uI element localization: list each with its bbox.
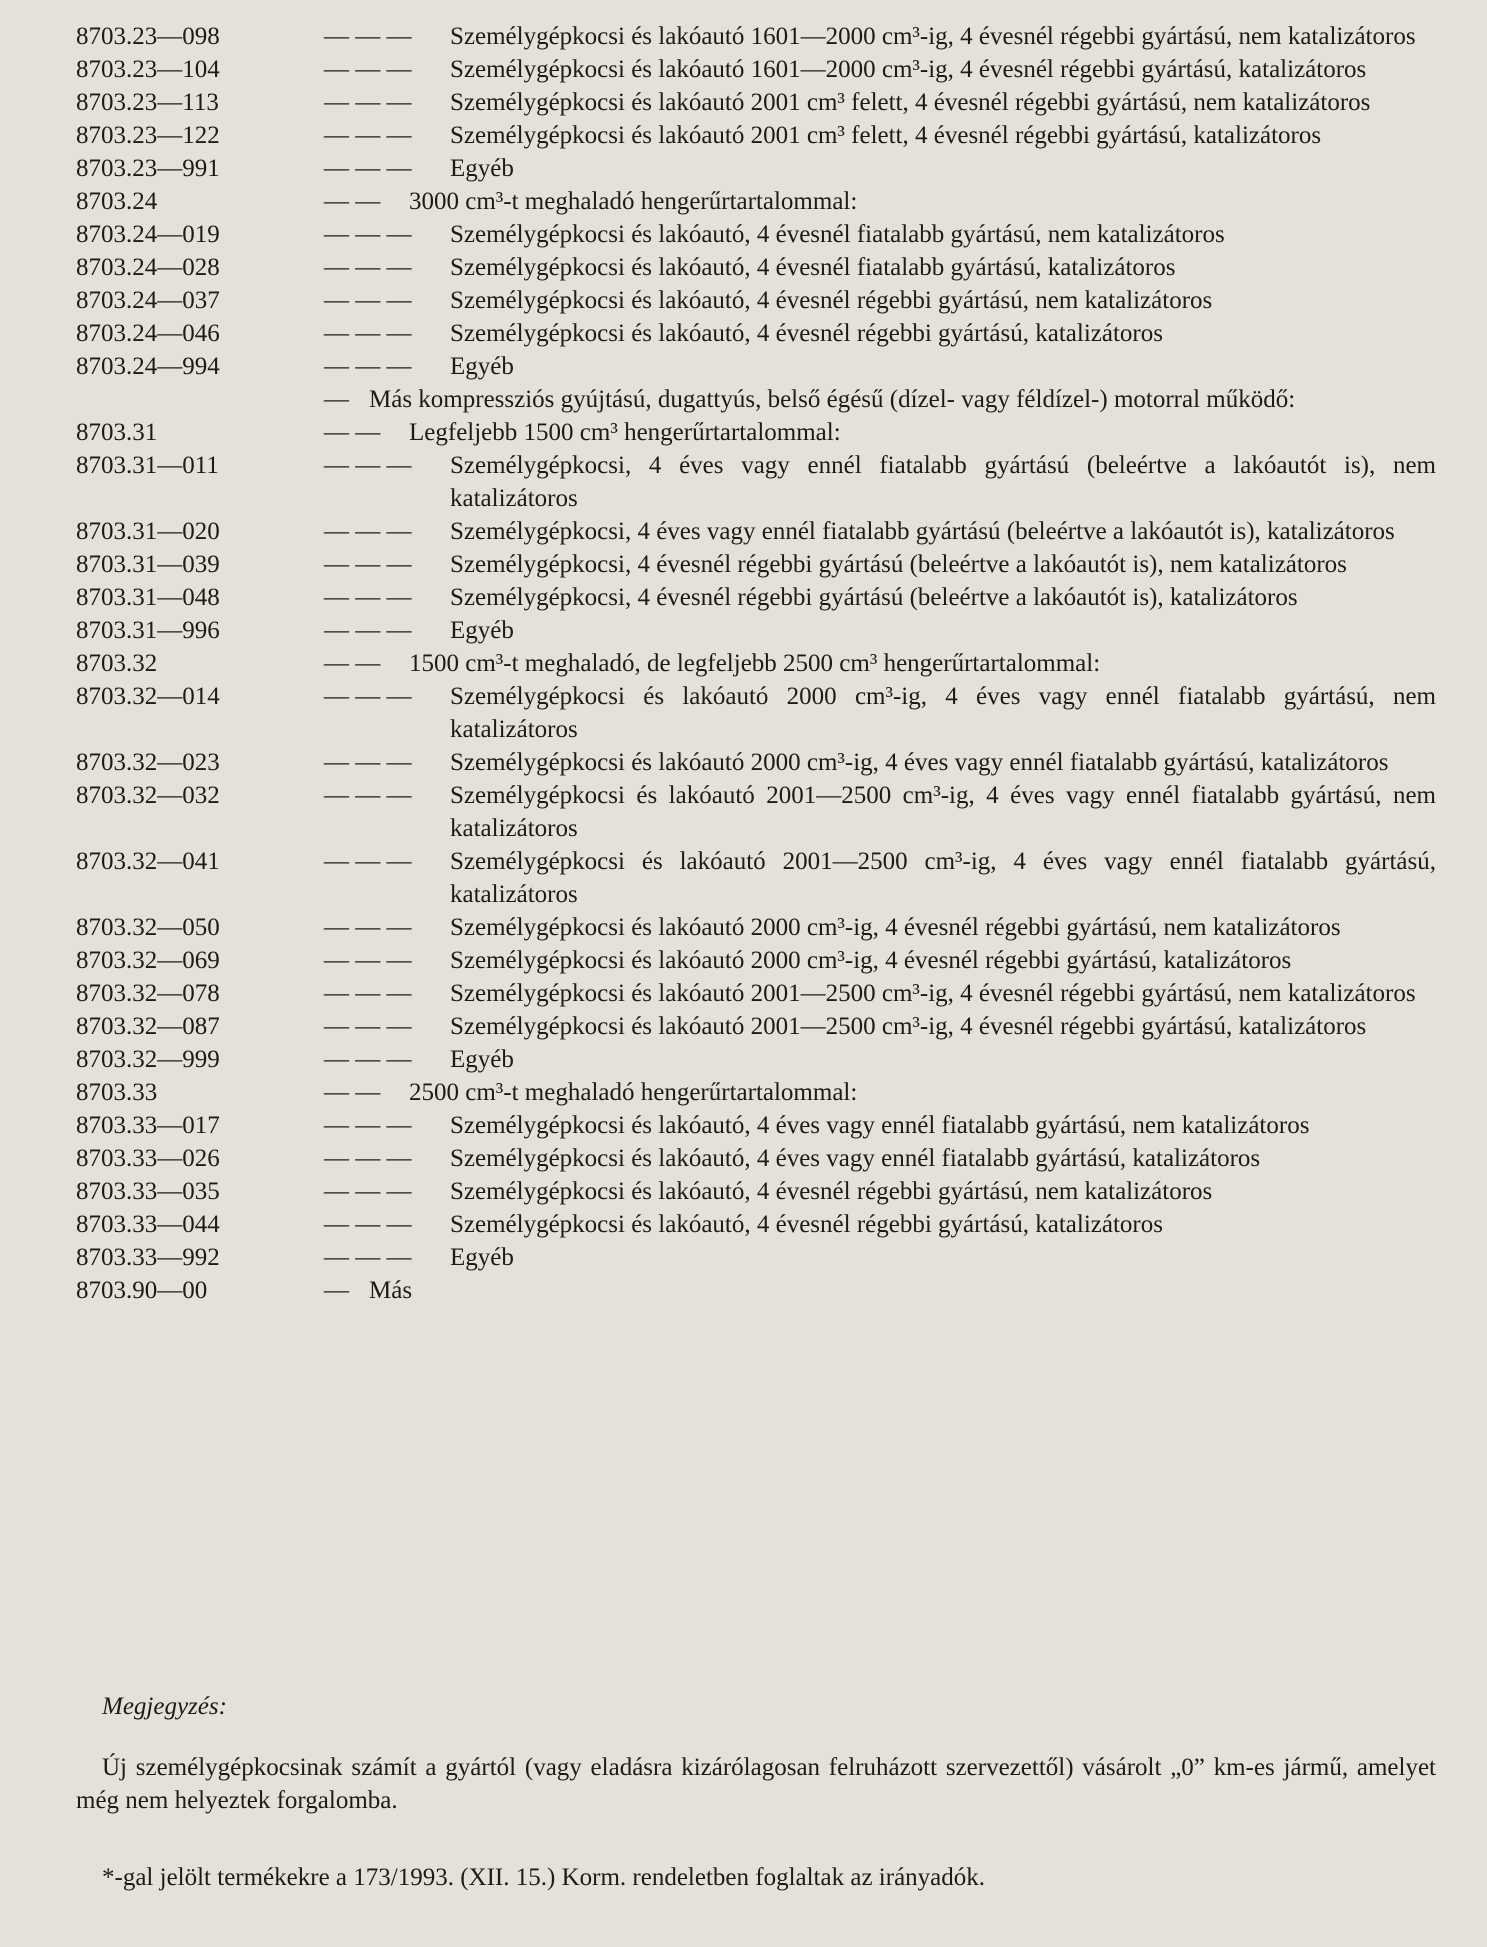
- tariff-code: 8703.90—00: [76, 1277, 208, 1304]
- level-dashes: — — —: [324, 1112, 412, 1139]
- tariff-code: 8703.23—113: [76, 89, 219, 116]
- table-row: [76, 977, 1436, 1010]
- note-text: Új személygépkocsinak számít a gyártól (vagy eladásra kizárólagosan felruházott szervezettől) vásárolt „0” km-es jármű, amelyet még nem helyeztek forgalomba.: [76, 1754, 1436, 1814]
- table-row: [76, 317, 1436, 350]
- tariff-description: Személygépkocsi és lakóautó, 4 éves vagy ennél fiatalabb gyártású, katalizátoros: [450, 1145, 1261, 1172]
- table-row: [76, 647, 1436, 680]
- tariff-description: Személygépkocsi és lakóautó 2001 cm³ felett, 4 évesnél régebbi gyártású, nem katalizátoros: [450, 89, 1371, 116]
- table-row: [76, 911, 1436, 944]
- tariff-description: Egyéb: [450, 353, 514, 380]
- note-heading: Megjegyzés:: [102, 1693, 227, 1720]
- tariff-description: Egyéb: [450, 155, 514, 182]
- table-row: [76, 350, 1436, 383]
- tariff-description: 2500 cm³-t meghaladó hengerűrtartalommal:: [409, 1079, 858, 1106]
- tariff-code: 8703.24—028: [76, 254, 220, 281]
- table-row: [76, 218, 1436, 251]
- tariff-description: Személygépkocsi, 4 évesnél régebbi gyártású (beleértve a lakóautót is), katalizátoros: [450, 584, 1298, 611]
- table-row: [76, 515, 1436, 548]
- tariff-code: 8703.24—019: [76, 221, 220, 248]
- tariff-description: Legfeljebb 1500 cm³ hengerűrtartalommal:: [409, 419, 841, 446]
- tariff-code: 8703.32: [76, 650, 158, 677]
- level-dashes: — — —: [324, 683, 412, 710]
- table-row: [76, 383, 1436, 416]
- tariff-code: 8703.33—992: [76, 1244, 220, 1271]
- tariff-code: 8703.32—069: [76, 947, 220, 974]
- tariff-code: 8703.33—017: [76, 1112, 220, 1139]
- tariff-code: 8703.23—098: [76, 23, 220, 50]
- level-dashes: — — —: [324, 848, 412, 875]
- level-dashes: — —: [324, 188, 381, 215]
- tariff-code: 8703.23—991: [76, 155, 220, 182]
- footnote: *-gal jelölt termékekre a 173/1993. (XII. 15.) Korm. rendeletben foglaltak az irányadók.: [102, 1864, 986, 1891]
- level-dashes: — — —: [324, 584, 412, 611]
- tariff-code: 8703.33—026: [76, 1145, 220, 1172]
- table-row: [76, 53, 1436, 86]
- tariff-code: 8703.31—011: [76, 452, 219, 479]
- level-dashes: — — —: [324, 947, 412, 974]
- tariff-description: Személygépkocsi, 4 éves vagy ennél fiatalabb gyártású (beleértve a lakóautót is), katalizátoros: [450, 518, 1395, 545]
- level-dashes: — — —: [324, 353, 412, 380]
- table-row: [76, 251, 1436, 284]
- table-row: [76, 119, 1436, 152]
- level-dashes: — — —: [324, 782, 412, 809]
- tariff-description: Személygépkocsi és lakóautó, 4 évesnél régebbi gyártású, katalizátoros: [450, 1211, 1163, 1238]
- level-dashes: — —: [324, 1079, 381, 1106]
- level-dashes: — — —: [324, 980, 412, 1007]
- level-dashes: — —: [324, 650, 381, 677]
- tariff-description: Személygépkocsi és lakóautó, 4 éves vagy ennél fiatalabb gyártású, nem katalizátoros: [450, 1112, 1310, 1139]
- tariff-code: 8703.33—035: [76, 1178, 220, 1205]
- notes-section: [76, 1690, 1436, 1894]
- tariff-description: Személygépkocsi és lakóautó 2001—2500 cm³-ig, 4 évesnél régebbi gyártású, nem katalizátoros: [450, 980, 1416, 1007]
- tariff-code: 8703.32—032: [76, 782, 220, 809]
- tariff-code: 8703.33: [76, 1079, 158, 1106]
- tariff-code: 8703.32—041: [76, 848, 220, 875]
- tariff-code: 8703.23—122: [76, 122, 220, 149]
- tariff-code: 8703.31: [76, 419, 158, 446]
- tariff-description: Személygépkocsi és lakóautó 1601—2000 cm³-ig, 4 évesnél régebbi gyártású, nem katalizátoros: [450, 23, 1416, 50]
- level-dashes: —: [324, 1277, 349, 1304]
- table-row: [76, 1076, 1436, 1109]
- level-dashes: — — —: [324, 23, 412, 50]
- tariff-description: Más kompressziós gyújtású, dugattyús, belső égésű (dízel- vagy féldízel-) motorral működő:: [369, 386, 1296, 413]
- level-dashes: — — —: [324, 254, 412, 281]
- tariff-code: 8703.23—104: [76, 56, 220, 83]
- tariff-description: Személygépkocsi és lakóautó 2001—2500 cm³-ig, 4 évesnél régebbi gyártású, katalizátoros: [450, 1013, 1367, 1040]
- level-dashes: — — —: [324, 749, 412, 776]
- table-row: [76, 86, 1436, 119]
- table-row: [76, 944, 1436, 977]
- table-row: [76, 20, 1436, 53]
- table-row: [76, 548, 1436, 581]
- level-dashes: — —: [324, 419, 381, 446]
- tariff-code: 8703.31—039: [76, 551, 220, 578]
- tariff-description: Egyéb: [450, 1046, 514, 1073]
- tariff-description: Más: [369, 1277, 413, 1304]
- tariff-code: 8703.33—044: [76, 1211, 220, 1238]
- table-row: [76, 185, 1436, 218]
- tariff-code: 8703.24—046: [76, 320, 220, 347]
- tariff-description: Személygépkocsi és lakóautó 2000 cm³-ig, 4 éves vagy ennél fiatalabb gyártású, nem katalizátoros: [450, 683, 1436, 743]
- tariff-code: 8703.31—020: [76, 518, 220, 545]
- level-dashes: — — —: [324, 1145, 412, 1172]
- tariff-code: 8703.31—996: [76, 617, 220, 644]
- table-row: [76, 581, 1436, 614]
- tariff-description: 3000 cm³-t meghaladó hengerűrtartalommal:: [409, 188, 858, 215]
- level-dashes: — — —: [324, 1013, 412, 1040]
- tariff-code: 8703.32—999: [76, 1046, 220, 1073]
- table-row: [76, 845, 1436, 911]
- table-row: [76, 680, 1436, 746]
- tariff-description: Személygépkocsi és lakóautó, 4 évesnél fiatalabb gyártású, katalizátoros: [450, 254, 1176, 281]
- tariff-description: Személygépkocsi és lakóautó, 4 évesnél fiatalabb gyártású, nem katalizátoros: [450, 221, 1225, 248]
- level-dashes: — — —: [324, 551, 412, 578]
- level-dashes: — — —: [324, 287, 412, 314]
- tariff-code: 8703.24—037: [76, 287, 220, 314]
- tariff-description: Személygépkocsi és lakóautó 2001—2500 cm³-ig, 4 éves vagy ennél fiatalabb gyártású, katalizátoros: [450, 848, 1436, 908]
- table-row: [76, 1010, 1436, 1043]
- tariff-description: Személygépkocsi és lakóautó 2001 cm³ felett, 4 évesnél régebbi gyártású, katalizátoros: [450, 122, 1322, 149]
- level-dashes: — — —: [324, 122, 412, 149]
- level-dashes: — — —: [324, 155, 412, 182]
- table-row: [76, 1109, 1436, 1142]
- table-row: [76, 746, 1436, 779]
- tariff-description: Egyéb: [450, 1244, 514, 1271]
- tariff-description: Egyéb: [450, 617, 514, 644]
- tariff-description: Személygépkocsi és lakóautó 2000 cm³-ig, 4 évesnél régebbi gyártású, nem katalizátoros: [450, 914, 1341, 941]
- tariff-description: 1500 cm³-t meghaladó, de legfeljebb 2500 cm³ hengerűrtartalommal:: [409, 650, 1101, 677]
- tariff-code: 8703.31—048: [76, 584, 220, 611]
- level-dashes: — — —: [324, 56, 412, 83]
- tariff-code: 8703.32—050: [76, 914, 220, 941]
- tariff-list: [76, 20, 1436, 1307]
- tariff-code: 8703.24—994: [76, 353, 220, 380]
- level-dashes: — — —: [324, 1211, 412, 1238]
- tariff-description: Személygépkocsi és lakóautó 2000 cm³-ig, 4 éves vagy ennél fiatalabb gyártású, katalizátoros: [450, 749, 1389, 776]
- level-dashes: — — —: [324, 1178, 412, 1205]
- level-dashes: — — —: [324, 914, 412, 941]
- table-row: [76, 779, 1436, 845]
- tariff-code: 8703.32—087: [76, 1013, 220, 1040]
- tariff-description: Személygépkocsi és lakóautó, 4 évesnél régebbi gyártású, nem katalizátoros: [450, 287, 1213, 314]
- table-row: [76, 1241, 1436, 1274]
- tariff-code: 8703.32—023: [76, 749, 220, 776]
- table-row: [76, 1208, 1436, 1241]
- tariff-description: Személygépkocsi, 4 évesnél régebbi gyártású (beleértve a lakóautót is), nem katalizátoros: [450, 551, 1347, 578]
- level-dashes: — — —: [324, 221, 412, 248]
- tariff-description: Személygépkocsi és lakóautó 2000 cm³-ig, 4 évesnél régebbi gyártású, katalizátoros: [450, 947, 1292, 974]
- level-dashes: — — —: [324, 320, 412, 347]
- tariff-code: 8703.32—014: [76, 683, 220, 710]
- level-dashes: —: [324, 386, 349, 413]
- tariff-code: 8703.24: [76, 188, 158, 215]
- table-row: [76, 1274, 1436, 1307]
- table-row: [76, 614, 1436, 647]
- table-row: [76, 284, 1436, 317]
- tariff-description: Személygépkocsi és lakóautó 2001—2500 cm³-ig, 4 éves vagy ennél fiatalabb gyártású, nem katalizátoros: [450, 782, 1436, 842]
- level-dashes: — — —: [324, 518, 412, 545]
- table-row: [76, 416, 1436, 449]
- tariff-code: 8703.32—078: [76, 980, 220, 1007]
- table-row: [76, 1142, 1436, 1175]
- tariff-description: Személygépkocsi és lakóautó 1601—2000 cm³-ig, 4 évesnél régebbi gyártású, katalizátoros: [450, 56, 1367, 83]
- level-dashes: — — —: [324, 1046, 412, 1073]
- level-dashes: — — —: [324, 452, 412, 479]
- table-row: [76, 152, 1436, 185]
- tariff-description: Személygépkocsi, 4 éves vagy ennél fiatalabb gyártású (beleértve a lakóautót is), nem katalizátoros: [450, 452, 1436, 512]
- level-dashes: — — —: [324, 1244, 412, 1271]
- table-row: [76, 1043, 1436, 1076]
- level-dashes: — — —: [324, 89, 412, 116]
- table-row: [76, 1175, 1436, 1208]
- level-dashes: — — —: [324, 617, 412, 644]
- tariff-description: Személygépkocsi és lakóautó, 4 évesnél régebbi gyártású, katalizátoros: [450, 320, 1163, 347]
- tariff-description: Személygépkocsi és lakóautó, 4 évesnél régebbi gyártású, nem katalizátoros: [450, 1178, 1213, 1205]
- table-row: [76, 449, 1436, 515]
